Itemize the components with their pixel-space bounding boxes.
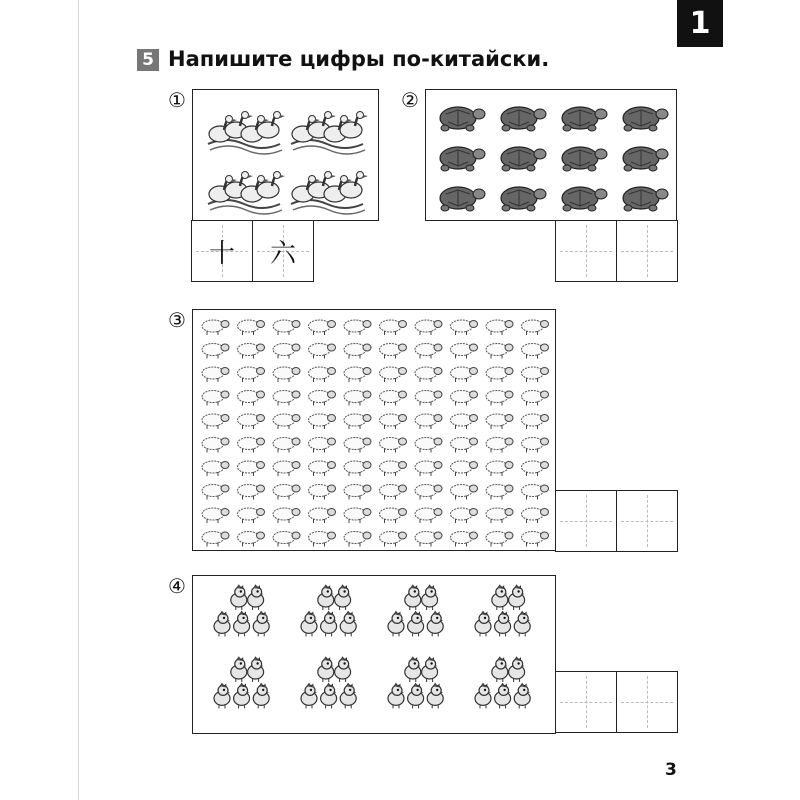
sheep [415,320,442,335]
sheep [380,508,407,523]
sheep [380,461,407,476]
sheep [486,367,513,382]
sheep [451,391,478,406]
turtle [562,187,607,211]
sheep [451,344,478,359]
answer-cell[interactable] [555,490,617,552]
sheep [486,485,513,500]
task-4-picture-box [192,575,556,734]
sheep [451,485,478,500]
sheep [451,320,478,335]
task-2-picture-box [425,89,677,221]
chick [231,585,247,610]
sheep [522,367,549,382]
sheep [522,461,549,476]
sheep [202,485,229,500]
sheep [238,414,265,429]
sheep [415,367,442,382]
sheep [238,367,265,382]
sheep [380,438,407,453]
answer-char: 十 [208,238,235,269]
sheep [238,438,265,453]
chick [340,683,356,708]
chick [495,683,511,708]
page-number: 3 [665,760,677,780]
duck-group [291,112,368,155]
turtle [562,147,607,171]
sheep [238,485,265,500]
page-margin-line [78,0,79,800]
sheep [344,414,371,429]
sheep [451,438,478,453]
sheep [309,414,336,429]
chick [231,657,247,682]
task-1-label: ① [168,88,186,112]
sheep [273,414,300,429]
chick [405,657,421,682]
chick [301,683,317,708]
sheep [486,391,513,406]
sheep-illustration [193,310,555,550]
task-3-answer-cells [555,490,678,552]
answer-cell[interactable] [616,490,678,552]
chick-cluster [475,657,530,708]
sheep [202,320,229,335]
sheep [273,508,300,523]
sheep [202,461,229,476]
sheep [522,485,549,500]
sheep [344,344,371,359]
sheep [202,344,229,359]
sheep [486,508,513,523]
sheep [415,461,442,476]
chapter-badge [677,0,723,47]
sheep [344,367,371,382]
chick [495,611,511,636]
sheep [380,532,407,547]
sheep [415,438,442,453]
sheep [451,532,478,547]
sheep [344,508,371,523]
sheep [238,344,265,359]
sheep [451,461,478,476]
sheep [238,508,265,523]
sheep [202,438,229,453]
sheep [238,320,265,335]
duck-group [208,172,285,215]
sheep [451,367,478,382]
sheep [522,344,549,359]
chick [234,683,250,708]
sheep [202,532,229,547]
chick [248,657,264,682]
sheep [522,438,549,453]
turtle [562,107,607,131]
sheep [273,485,300,500]
sheep [309,367,336,382]
sheep [309,508,336,523]
sheep [380,414,407,429]
sheep [415,391,442,406]
chapter-number: 1 [689,6,711,41]
duck-group [291,172,368,215]
answer-cell[interactable] [555,671,617,733]
chick [475,611,491,636]
sheep [415,508,442,523]
sheep [309,532,336,547]
chick [492,657,508,682]
sheep [486,344,513,359]
chick [514,683,530,708]
sheep [344,532,371,547]
task-2-label: ② [401,88,419,112]
exercise-title: Напишите цифры по-китайски. [168,47,550,71]
task-3-picture-box [192,309,556,551]
turtle [623,107,668,131]
chick [475,683,491,708]
answer-cell[interactable] [616,220,678,282]
sheep [486,320,513,335]
chick [509,585,525,610]
chick [408,683,424,708]
chick [335,585,351,610]
chick [514,611,530,636]
turtle [501,147,546,171]
sheep [273,320,300,335]
task-2-answer-cells [555,220,678,282]
task-1-answer-cells [191,220,314,282]
chick [318,657,334,682]
chick-cluster [301,585,356,636]
chick [214,611,230,636]
chicks-illustration [193,576,555,733]
sheep [522,391,549,406]
chick [405,585,421,610]
chick [427,611,443,636]
sheep [309,391,336,406]
sheep [522,414,549,429]
turtle [623,147,668,171]
chick [422,585,438,610]
chick [248,585,264,610]
sheep [273,532,300,547]
chick [492,585,508,610]
task-1-picture-box [192,89,379,221]
sheep [202,414,229,429]
sheep [486,461,513,476]
sheep [415,344,442,359]
sheep [309,438,336,453]
chick [427,683,443,708]
chick [408,611,424,636]
chick [321,611,337,636]
answer-cell[interactable] [616,671,678,733]
sheep [273,391,300,406]
answer-cell[interactable] [252,220,314,282]
turtle [440,147,485,171]
sheep [380,367,407,382]
sheep [522,320,549,335]
chick [388,611,404,636]
sheep [309,320,336,335]
sheep [380,320,407,335]
sheep [380,485,407,500]
chick-cluster [214,657,269,708]
chick [253,611,269,636]
sheep [522,508,549,523]
sheep [380,344,407,359]
chick [318,585,334,610]
sheep [380,391,407,406]
sheep [451,414,478,429]
task-3-label: ③ [168,308,186,332]
chick [422,657,438,682]
sheep [309,485,336,500]
chick [301,611,317,636]
sheep [202,367,229,382]
sheep [273,367,300,382]
turtle [501,107,546,131]
chick [253,683,269,708]
turtle [440,107,485,131]
chick [388,683,404,708]
sheep [344,485,371,500]
sheep [202,508,229,523]
chick [509,657,525,682]
task-4-label: ④ [168,574,186,598]
answer-char: 六 [269,238,296,269]
sheep [415,532,442,547]
turtles-illustration [426,90,676,220]
answer-cell[interactable] [191,220,253,282]
chick-cluster [214,585,269,636]
sheep [309,344,336,359]
sheep [238,461,265,476]
sheep [273,461,300,476]
chick-cluster [388,657,443,708]
sheep [486,438,513,453]
sheep [486,532,513,547]
sheep [451,508,478,523]
sheep [273,344,300,359]
turtle [623,187,668,211]
ducks-illustration [193,90,378,220]
exercise-number: 5 [142,50,154,70]
task-4-answer-cells [555,671,678,733]
sheep [344,438,371,453]
chick-cluster [301,657,356,708]
sheep [522,532,549,547]
sheep [238,532,265,547]
chick [234,611,250,636]
chick [321,683,337,708]
exercise-number-badge [137,49,159,71]
sheep [344,320,371,335]
sheep [309,461,336,476]
sheep [273,438,300,453]
sheep [415,414,442,429]
duck-group [208,112,285,155]
chick [335,657,351,682]
chick [214,683,230,708]
turtle [440,187,485,211]
sheep [344,461,371,476]
chick-cluster [388,585,443,636]
sheep [415,485,442,500]
sheep [344,391,371,406]
chick-cluster [475,585,530,636]
sheep [486,414,513,429]
sheep [202,391,229,406]
chick [340,611,356,636]
answer-cell[interactable] [555,220,617,282]
sheep [238,391,265,406]
turtle [501,187,546,211]
